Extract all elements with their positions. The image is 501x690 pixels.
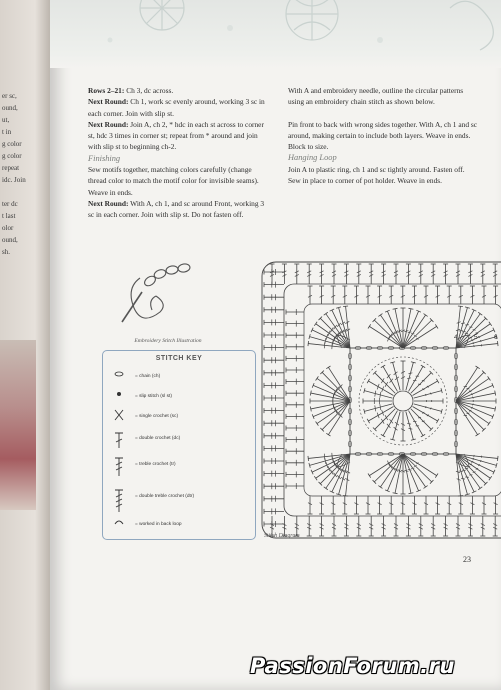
left-page-text-fragment: ound,: [2, 104, 18, 112]
round-number: 6: [494, 334, 498, 341]
page-header-decoration: [50, 0, 501, 68]
outline-instructions: With A and embroidery needle, outline the circular patterns using an embroidery chain stitch as shown below.: [288, 86, 464, 107]
round-number: 4: [454, 334, 458, 341]
key-row-double-treble-crochet: = double treble crochet (dtr): [111, 491, 253, 513]
key-row-chain: = chain (ch): [111, 371, 253, 383]
next-round-instruction: Next Round: With A, ch 1, and sc around Front, working 3 sc in each corner. Join with slip st. Do not fasten off.: [88, 198, 265, 220]
diagram-caption: Stitch Diagram: [264, 533, 300, 539]
treble-crochet-symbol-icon: [111, 457, 127, 477]
stitch-key-box: [102, 350, 256, 540]
double-crochet-symbol-icon: [111, 431, 127, 449]
left-text-column: [88, 85, 266, 221]
left-page-text-fragment: g color: [2, 140, 22, 148]
left-page-text-fragment: t last: [2, 212, 16, 220]
rows-instruction: Rows 2–21: Ch 3, dc across.: [88, 86, 174, 95]
left-page-text-fragment: idc. Join: [2, 176, 26, 184]
left-page-text-fragment: t in: [2, 128, 12, 136]
stitch-key-title: STITCH KEY: [155, 355, 203, 362]
single-crochet-symbol-icon: [111, 409, 127, 421]
page-number: 23: [463, 555, 471, 564]
key-row-double-crochet: = double crochet (dc): [111, 433, 253, 449]
page: [50, 0, 501, 690]
left-page-text-fragment: ut,: [2, 116, 10, 124]
assembly-instructions: Pin front to back with wrong sides together. With A, ch 1 and sc around, making certain to include both layers. Weave in ends. Block to size.: [288, 119, 478, 152]
round-number: 5: [474, 334, 478, 341]
crochet-stitch-diagram: [258, 256, 501, 548]
slip-stitch-symbol-icon: [111, 389, 127, 399]
left-page-text-fragment: ter dc: [2, 200, 18, 208]
embroidery-caption: Embroidery Stitch Illustration: [134, 338, 202, 344]
finishing-text: Sew motifs together, matching colors carefully (change thread color to match the motif color for invisible seams). Weave in ends.: [88, 165, 259, 197]
hanging-loop-text: Join A to plastic ring, ch 1 and sc tightly around. Fasten off. Sew in place to corner of pot holder. Weave in ends.: [288, 164, 465, 186]
double-treble-crochet-symbol-icon: [111, 489, 127, 513]
round-numbers: [451, 334, 501, 344]
key-row-back-loop: = worked in back loop: [111, 519, 253, 531]
left-page-edge: [0, 0, 50, 690]
left-page-text-fragment: ound,: [2, 236, 18, 244]
key-row-slip-stitch: = slip stitch (sl st): [111, 391, 253, 403]
next-round-instruction: Next Round: Join A, ch 2, * hdc in each st across to corner st, hdc 3 times in corner st; repeat from * around and join with slip st to beginning ch-2.: [88, 119, 264, 152]
key-row-single-crochet: = single crochet (sc): [111, 411, 253, 423]
right-text-column: [288, 85, 478, 186]
chain-symbol-icon: [111, 369, 127, 379]
back-loop-symbol-icon: [111, 517, 127, 527]
left-page-text-fragment: repeat: [2, 164, 20, 172]
left-page-photo: [0, 340, 36, 510]
left-page-text-fragment: sh.: [2, 248, 10, 256]
embroidery-stitch-illustration: [112, 252, 222, 348]
next-round-instruction: Next Round: Ch 1, work sc evenly around, working 3 sc in each corner. Join with slip st.: [88, 97, 265, 118]
left-page-text-fragment: olor: [2, 224, 14, 232]
finishing-heading: Finishing: [88, 153, 121, 163]
key-row-treble-crochet: = treble crochet (tr): [111, 459, 253, 477]
left-page-text-fragment: g color: [2, 152, 22, 160]
hanging-loop-heading: Hanging Loop: [288, 153, 337, 163]
forum-watermark: PassionForum.ru: [250, 654, 455, 678]
left-page-text-fragment: er sc,: [2, 92, 17, 100]
